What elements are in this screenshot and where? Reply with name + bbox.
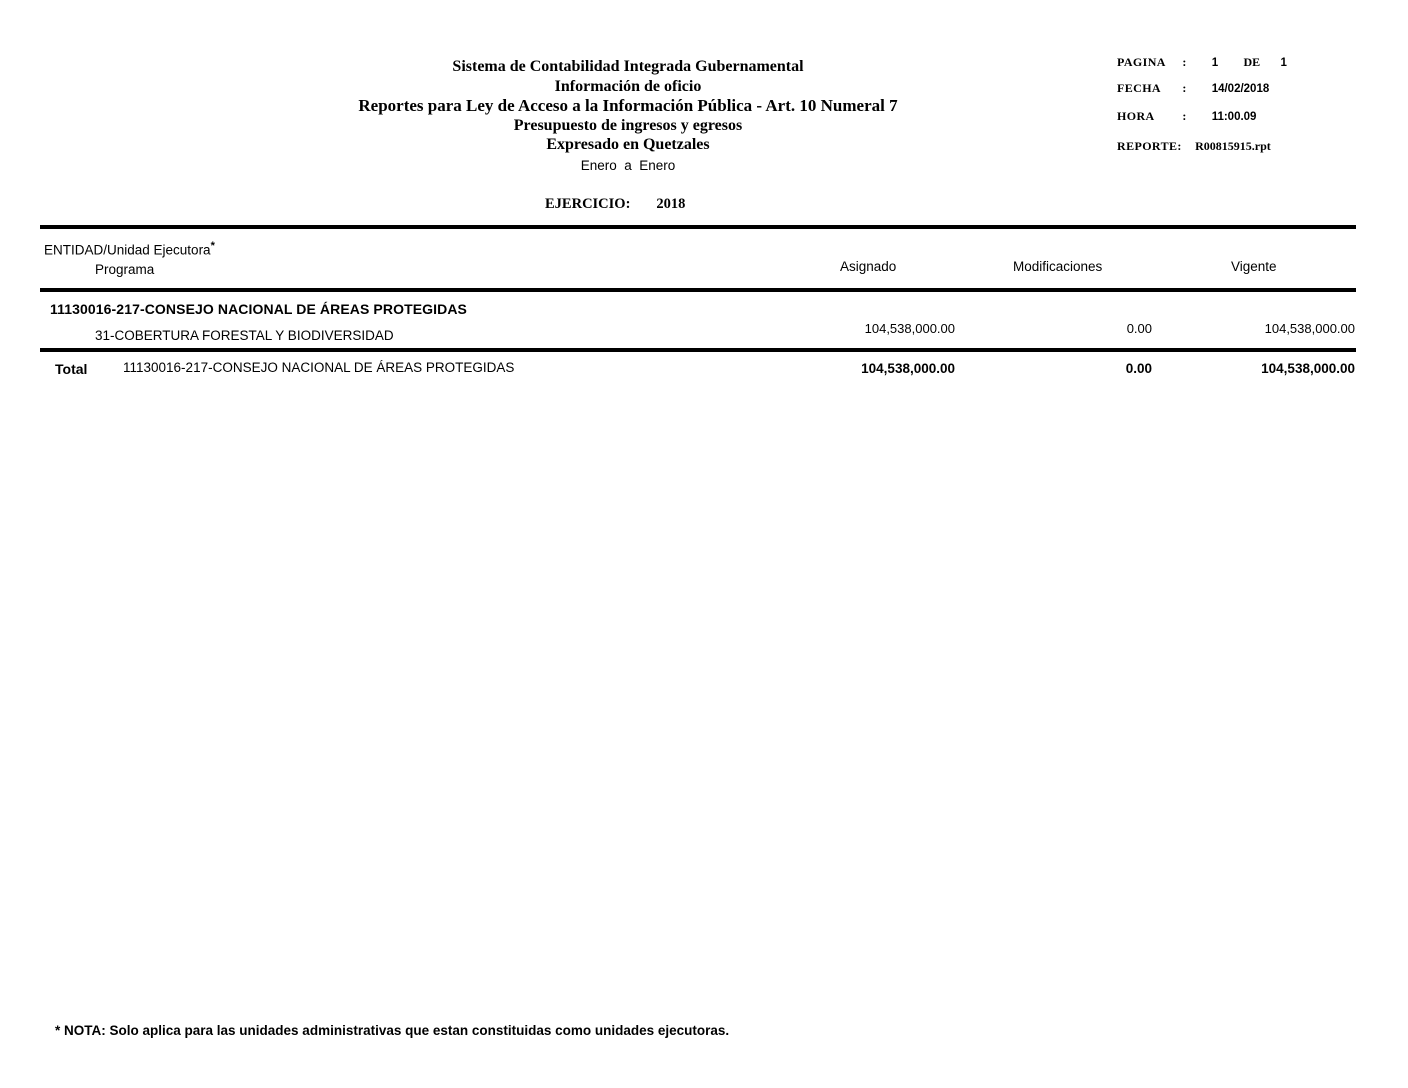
hora-value: 11:00.09 <box>1211 111 1257 123</box>
column-header-vigente: Vigente <box>1231 259 1277 274</box>
report-title-currency: Expresado en Quetzales <box>546 136 710 153</box>
fecha-value: 14/02/2018 <box>1211 83 1270 95</box>
program-name: 31-COBERTURA FORESTAL Y BIODIVERSIDAD <box>95 328 394 343</box>
ejercicio-row <box>545 196 685 213</box>
pagina-label: PAGINA <box>1117 55 1166 69</box>
total-entity-name: 11130016-217-CONSEJO NACIONAL DE ÁREAS PROTEGIDAS <box>123 360 515 375</box>
fecha-row <box>1117 81 1269 96</box>
entidad-header-text: ENTIDAD/Unidad Ejecutora <box>44 242 211 258</box>
column-header-entidad <box>44 240 215 258</box>
total-modificaciones-value: 0.00 <box>1125 361 1152 376</box>
hora-colon: : <box>1182 109 1187 123</box>
report-title-info: Información de oficio <box>554 77 702 95</box>
pagina-row <box>1117 55 1287 70</box>
table-top-rule <box>40 225 1356 229</box>
report-title-law: Reportes para Ley de Acceso a la Información Pública - Art. 10 Numeral 7 <box>358 96 898 115</box>
total-label: Total <box>55 361 88 377</box>
table-total-rule <box>40 348 1356 352</box>
column-header-modificaciones: Modificaciones <box>1013 259 1103 274</box>
reporte-label: REPORTE: <box>1117 139 1182 153</box>
reporte-row <box>1117 139 1271 154</box>
table-header-rule <box>40 288 1356 292</box>
footer-note: * NOTA: Solo aplica para las unidades administrativas que estan constituidas como unidades ejecutoras. <box>55 1023 730 1038</box>
column-header-asignado: Asignado <box>840 259 897 274</box>
total-asignado-value: 104,538,000.00 <box>861 361 955 376</box>
report-period: Enero a Enero <box>580 157 676 173</box>
pagina-value: 1 <box>1211 57 1219 69</box>
program-vigente-value: 104,538,000.00 <box>1264 321 1355 336</box>
program-modificaciones-value: 0.00 <box>1126 321 1152 336</box>
pagina-de-label: DE <box>1243 55 1261 69</box>
total-vigente-value: 104,538,000.00 <box>1261 361 1355 376</box>
entity-row: 11130016-217-CONSEJO NACIONAL DE ÁREAS PROTEGIDAS <box>50 301 467 317</box>
report-title-system: Sistema de Contabilidad Integrada Gubernamental <box>452 58 804 75</box>
fecha-colon: : <box>1182 81 1187 95</box>
hora-row <box>1117 109 1256 124</box>
column-header-programa: Programa <box>95 262 155 277</box>
ejercicio-label: EJERCICIO: <box>545 196 631 212</box>
pagina-de-value: 1 <box>1280 57 1287 69</box>
ejercicio-value: 2018 <box>656 196 686 212</box>
report-title-budget: Presupuesto de ingresos y egresos <box>513 116 743 134</box>
entidad-header-asterisk: * <box>210 240 215 252</box>
report-title-block <box>278 57 978 175</box>
program-asignado-value: 104,538,000.00 <box>864 321 955 336</box>
pagina-colon: : <box>1182 55 1187 69</box>
hora-label: HORA <box>1117 109 1155 123</box>
fecha-label: FECHA <box>1117 81 1161 95</box>
reporte-value: R00815915.rpt <box>1195 139 1271 153</box>
